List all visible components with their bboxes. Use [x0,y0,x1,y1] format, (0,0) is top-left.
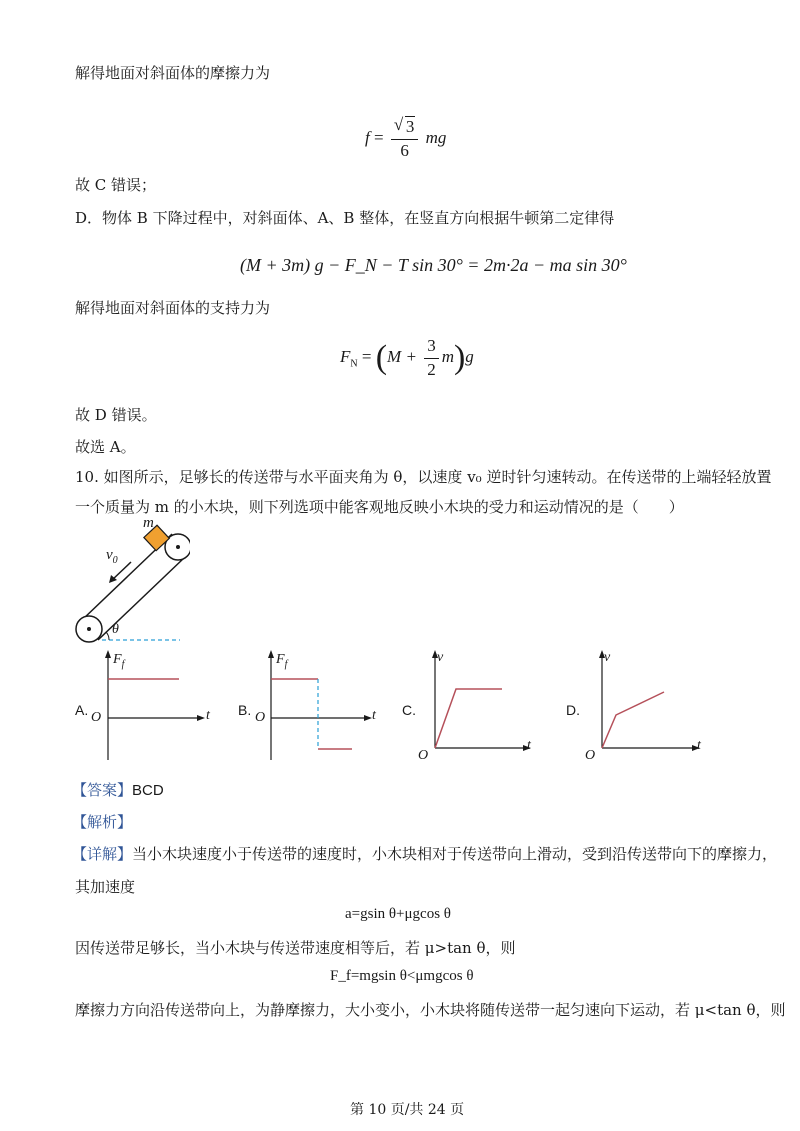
text-support-force: 解得地面对斜面体的支持力为 [75,299,271,317]
upper-pulley-axle [176,545,180,549]
detail-line4: 摩擦力方向沿传送带向上，为静摩擦力，大小变小，小木块将随传送带一起匀速向下运动，若 μ<tan θ，则 [75,1001,786,1019]
option-b-x-arrow [364,715,372,721]
option-d-label[interactable]: D. [566,702,580,718]
belt-bottom-line [98,558,184,640]
answer-line [72,779,164,800]
conveyor-figure [60,518,190,648]
detail-tag: 【详解】 [72,845,133,863]
equation-support: $F_N = (M$ + $\frac{3}{2}$ m)g [340,336,474,379]
option-a-origin: O [91,710,102,725]
page-footer: 第 10 页/共 24 页 [350,1102,465,1118]
option-a-y-arrow [105,650,111,658]
equation-newton: (M + 3m) g − F_N − T sin 30° = 2m·2a − ma sin 30° [240,255,627,275]
option-a-x-arrow [197,715,205,721]
label-velocity: $v_0$ [106,547,118,566]
question-stem-line2: 一个质量为 m 的小木块，则下列选项中能客观地反映小木块的受力和运动情况的是（ ） [75,498,684,516]
label-mass: m [143,515,154,531]
question-stem-line1: 10. 如图所示，足够长的传送带与水平面夹角为 θ，以速度 v₀ 逆时针匀速转动。在传送带的上端轻轻放置 [75,468,772,486]
text-option-d-intro: D．物体 B 下降过程中，对斜面体、A、B 整体，在竖直方向根据牛顿第二定律得 [75,209,615,227]
equation-friction: f = √ 3 6 mg [365,115,447,160]
detail-line2: 其加速度 [75,878,136,896]
answer-value: BCD [132,782,164,799]
option-c-data-line [435,689,502,748]
detail-line3: 因传送带足够长，当小木块与传送带速度相等后，若 μ>tan θ，则 [75,939,516,957]
option-d-y-label: v [604,650,611,665]
label-angle: θ [112,622,119,637]
option-b-y-label: $F_f$ [276,652,288,670]
option-b-label[interactable]: B. [238,702,252,718]
option-c-origin: O [418,748,429,763]
option-d-x-label: t [697,738,701,753]
lower-pulley-axle [87,627,91,631]
angle-arc [106,632,109,640]
option-c-y-label: v [437,650,444,665]
equation-static-friction: F_f=mgsin θ<μmgcos θ [330,968,474,984]
detail-line1: 【详解】当小木块速度小于传送带的速度时，小木块相对于传送带向上滑动，受到沿传送带向下的摩擦力， [72,845,778,863]
text-ground-friction: 解得地面对斜面体的摩擦力为 [75,64,271,82]
option-d-data-line [602,692,664,748]
text-conclusion-c: 故 C 错误； [75,176,157,194]
option-b-origin: O [255,710,266,725]
option-c-x-label: t [527,738,531,753]
option-b-y-arrow [268,650,274,658]
answer-tag: 【答案】 [72,781,133,799]
option-a-y-label: $F_f$ [113,652,125,670]
option-a-label[interactable]: A. [75,702,89,718]
text-conclusion-d: 故 D 错误。 [75,406,157,424]
option-c-label[interactable]: C. [402,702,416,718]
equation-acceleration: a=gsin θ+μgcos θ [345,906,451,922]
option-d-origin: O [585,748,596,763]
text-final-choice: 故选 A。 [75,438,136,456]
analysis-tag: 【解析】 [72,813,133,831]
option-a-x-label: t [206,708,210,723]
option-b-x-label: t [372,708,376,723]
